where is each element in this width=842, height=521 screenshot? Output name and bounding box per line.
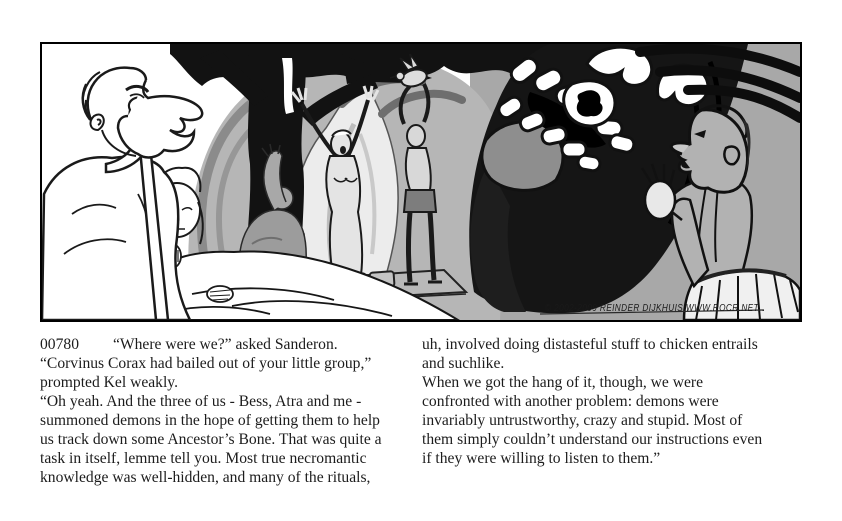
caption-line: knowledge was well-hidden, and many of the rituals, [40,469,371,486]
caption-left-column [40,335,382,487]
page-number: 00780 [40,336,79,353]
summoner-head [407,125,425,147]
comic-panel [40,42,802,322]
caption-line: prompted Kel weakly. [40,374,178,391]
comic-artwork [42,44,800,320]
chicken-head [396,72,404,80]
caption-line: uh, involved doing distasteful stuff to chicken entrails [422,336,758,353]
caption-line: summoned demons in the hope of getting them to help [40,412,380,429]
caption-line: them simply couldn’t understand our instructions even [422,431,763,448]
caption-right-column [422,335,762,468]
man-palm [645,181,675,219]
caption-line: task in itself, lemme tell you. Most true necromantic [40,450,367,467]
caption-line [40,335,382,354]
woman-open-mouth [340,146,346,154]
summoner-torso [406,148,431,190]
copyright-text: © 2002-2009 REINDER DIJKHUIS WWW.ROCR.NET [545,303,760,314]
caption-line: confronted with another problem: demons were [422,393,719,410]
caption-line: When we got the hang of it, though, we were [422,374,704,391]
copyright-note [540,303,764,314]
summoner-shorts [404,190,436,212]
caption-line: “Corvinus Corax had bailed out of your little group,” [40,355,372,372]
caption-line: and suchlike. [422,355,505,372]
old-man-robe [42,157,190,320]
kel-resting-hand [207,286,233,302]
caption-line: invariably untrustworthy, crazy and stupid. Most of [422,412,743,429]
old-man-ear [91,115,104,130]
caption-line: us track down some Ancestor’s Bone. That was quite a [40,431,382,448]
demon-eye [577,90,603,116]
demon-tooth [577,154,601,172]
caption-line: if they were willing to listen to them.” [422,450,661,467]
caption-text: “Where were we?” asked Sanderon. [112,336,338,353]
caption-line: “Oh yeah. And the three of us - Bess, Atra and me - [40,393,362,410]
